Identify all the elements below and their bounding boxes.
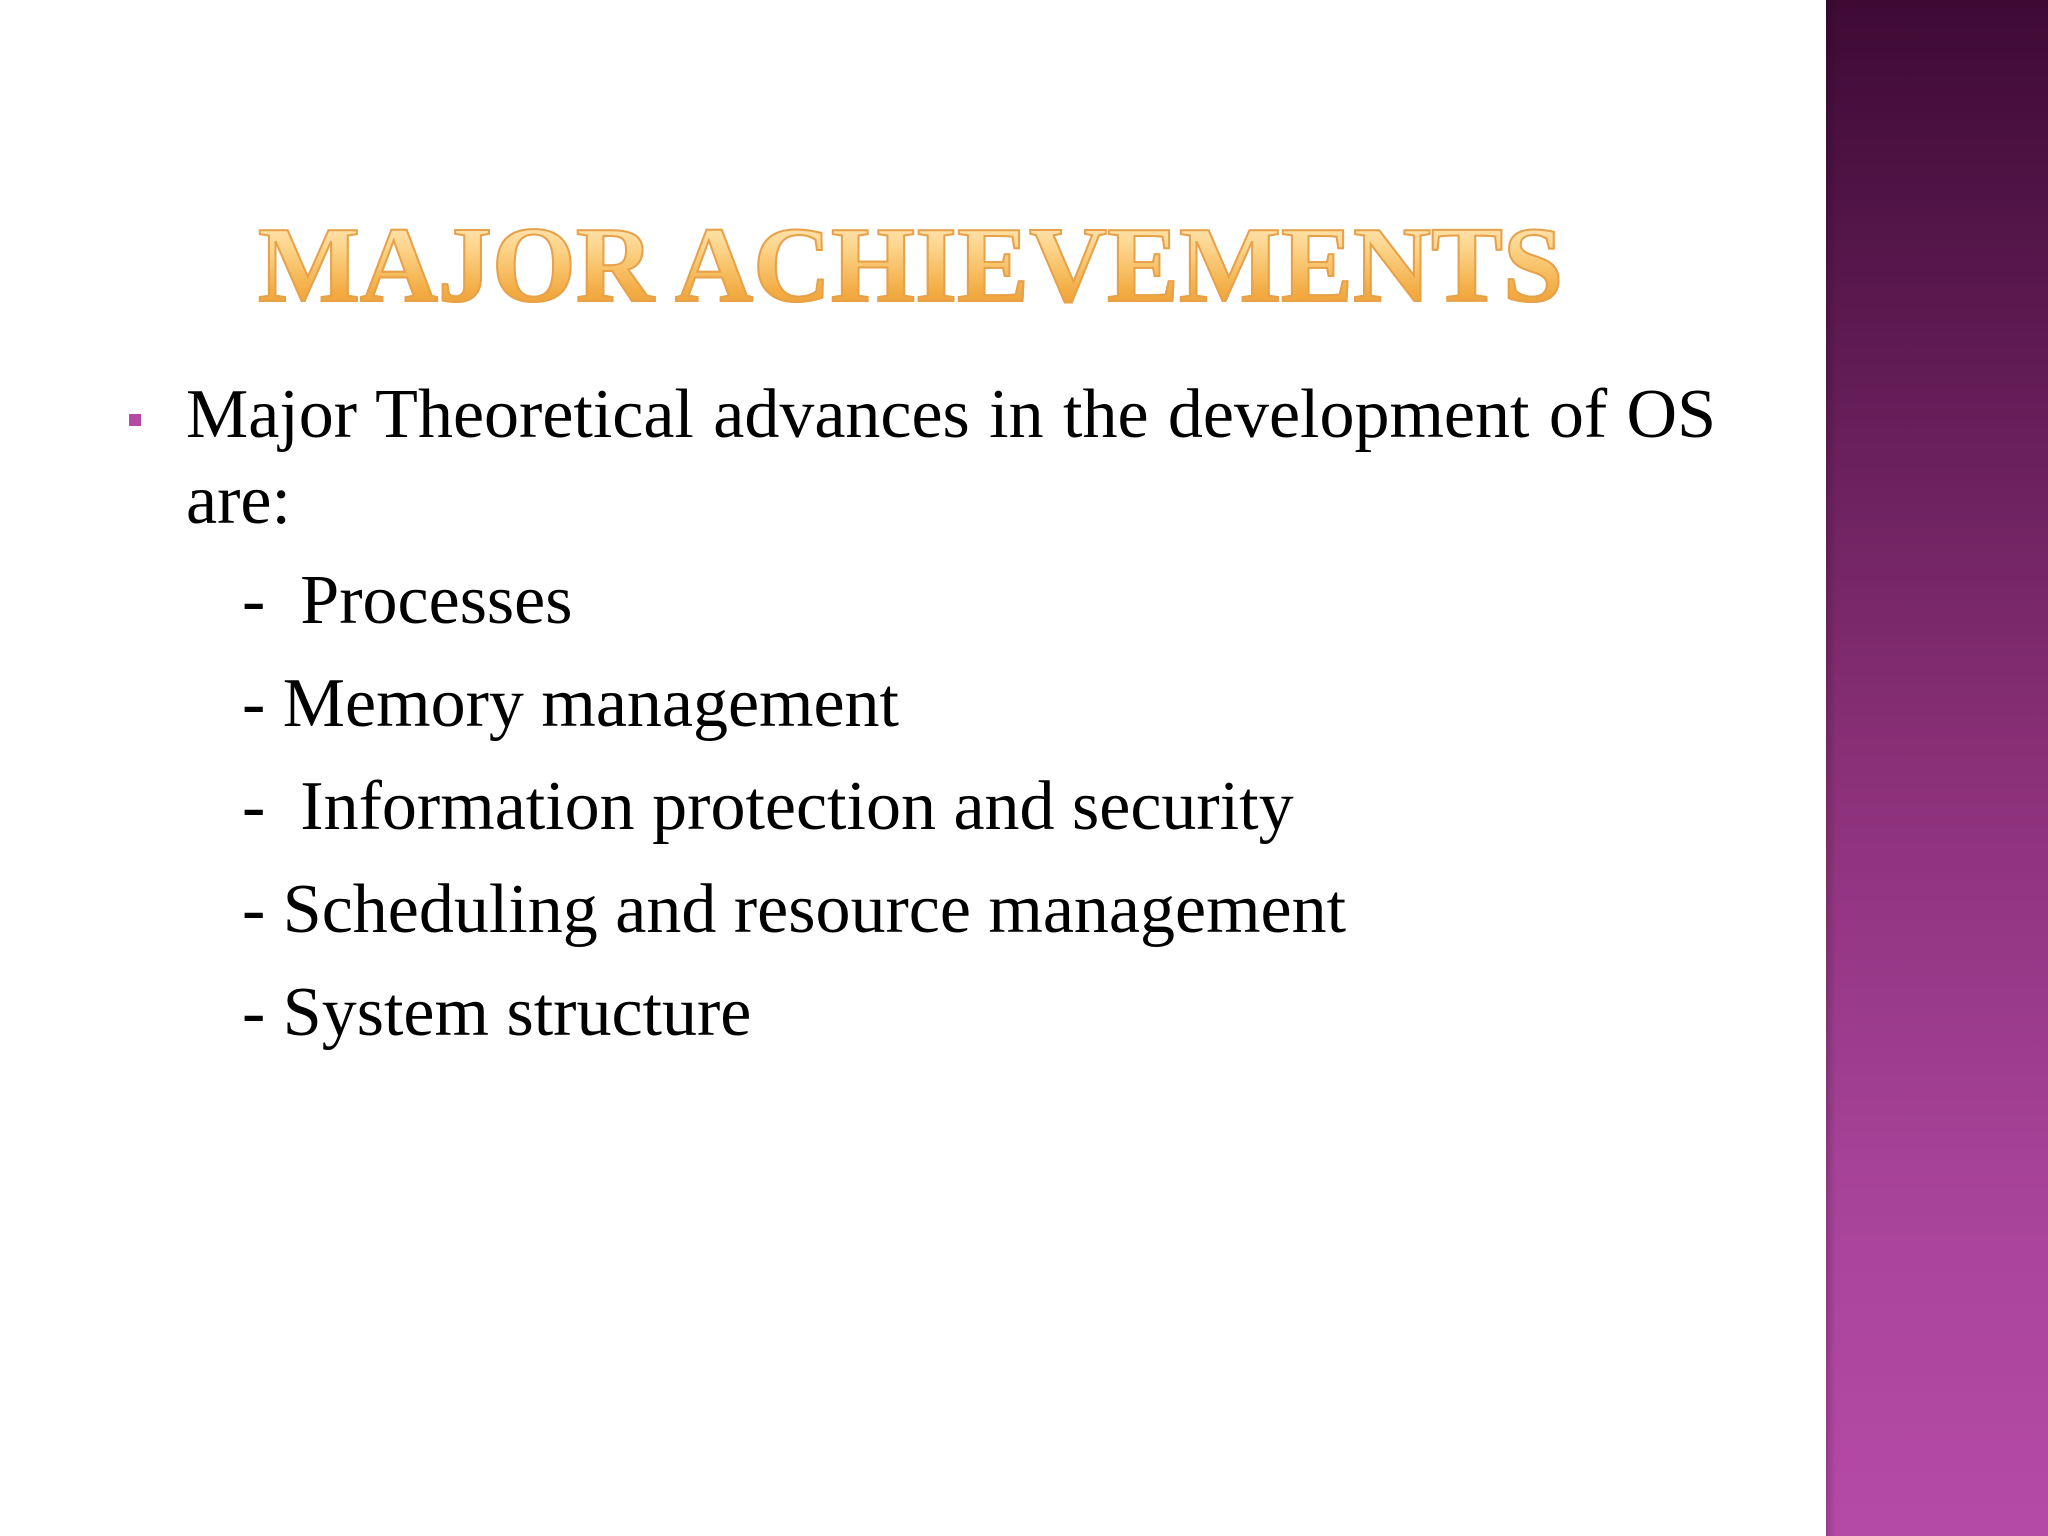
bullet-text: Major Theoretical advances in the development of OS are:	[186, 376, 1716, 539]
sub-item-memory-management: - Memory management	[242, 665, 900, 742]
decorative-side-panel	[1826, 0, 2048, 1536]
sub-item-system-structure: - System structure	[242, 974, 752, 1051]
sub-item-information-protection: - Information protection and security	[242, 768, 1294, 845]
sub-item-scheduling: - Scheduling and resource management	[242, 871, 1347, 948]
square-bullet-icon	[129, 414, 141, 426]
bullet-item	[126, 372, 1716, 544]
slide-body	[126, 372, 1716, 1073]
sub-list	[126, 558, 1706, 1073]
slide-title: MAJOR ACHIEVEMENTS	[258, 206, 1658, 326]
sub-item-processes: - Processes	[242, 562, 573, 639]
